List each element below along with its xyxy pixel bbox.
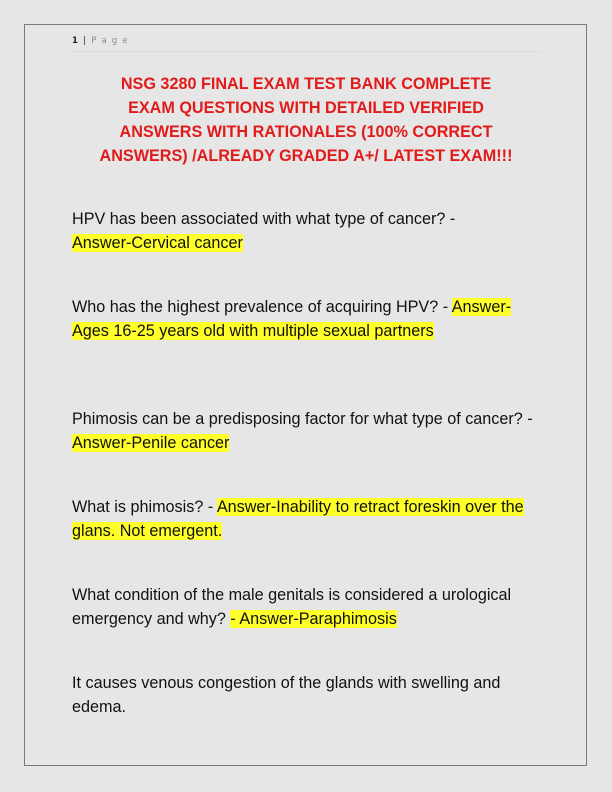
question-text: What is phimosis? - bbox=[72, 498, 214, 516]
rationale-text: It causes venous congestion of the glands with swelling and edema. bbox=[72, 674, 501, 716]
question-text: What condition of the male genitals is considered a urological emergency and why? bbox=[72, 586, 512, 628]
title-line: NSG 3280 FINAL EXAM TEST BANK COMPLETE bbox=[120, 75, 492, 93]
qa-item bbox=[72, 295, 542, 343]
qa-item bbox=[72, 207, 542, 255]
title-line: EXAM QUESTIONS WITH DETAILED VERIFIED bbox=[128, 99, 484, 117]
answer-text: Answer-Inability to retract foreskin over the glans. Not emergent. bbox=[72, 498, 524, 540]
answer-text: Answer-Ages 16-25 years old with multiple sexual partners bbox=[72, 298, 512, 340]
page-label: P a g e bbox=[91, 36, 129, 46]
question-text: Phimosis can be a predisposing factor for what type of cancer? - bbox=[72, 410, 533, 428]
qa-item bbox=[72, 583, 542, 631]
qa-item bbox=[72, 495, 542, 543]
title-line: ANSWERS) /ALREADY GRADED A+/ LATEST EXAM!!! bbox=[99, 147, 513, 165]
answer-text: Answer-Cervical cancer bbox=[72, 234, 243, 252]
question-text: Who has the highest prevalence of acquiring HPV? - bbox=[72, 298, 449, 316]
answer-text: Answer-Penile cancer bbox=[72, 434, 230, 452]
qa-item bbox=[72, 407, 542, 455]
title-line: ANSWERS WITH RATIONALES (100% CORRECT bbox=[119, 123, 493, 141]
document-title bbox=[60, 72, 552, 168]
question-text: HPV has been associated with what type of cancer? - bbox=[72, 210, 456, 228]
page-separator: | bbox=[83, 36, 88, 46]
answer-text: - Answer-Paraphimosis bbox=[230, 610, 397, 628]
page-header bbox=[72, 36, 542, 52]
page-number: 1 bbox=[72, 36, 80, 46]
qa-item bbox=[72, 671, 542, 719]
